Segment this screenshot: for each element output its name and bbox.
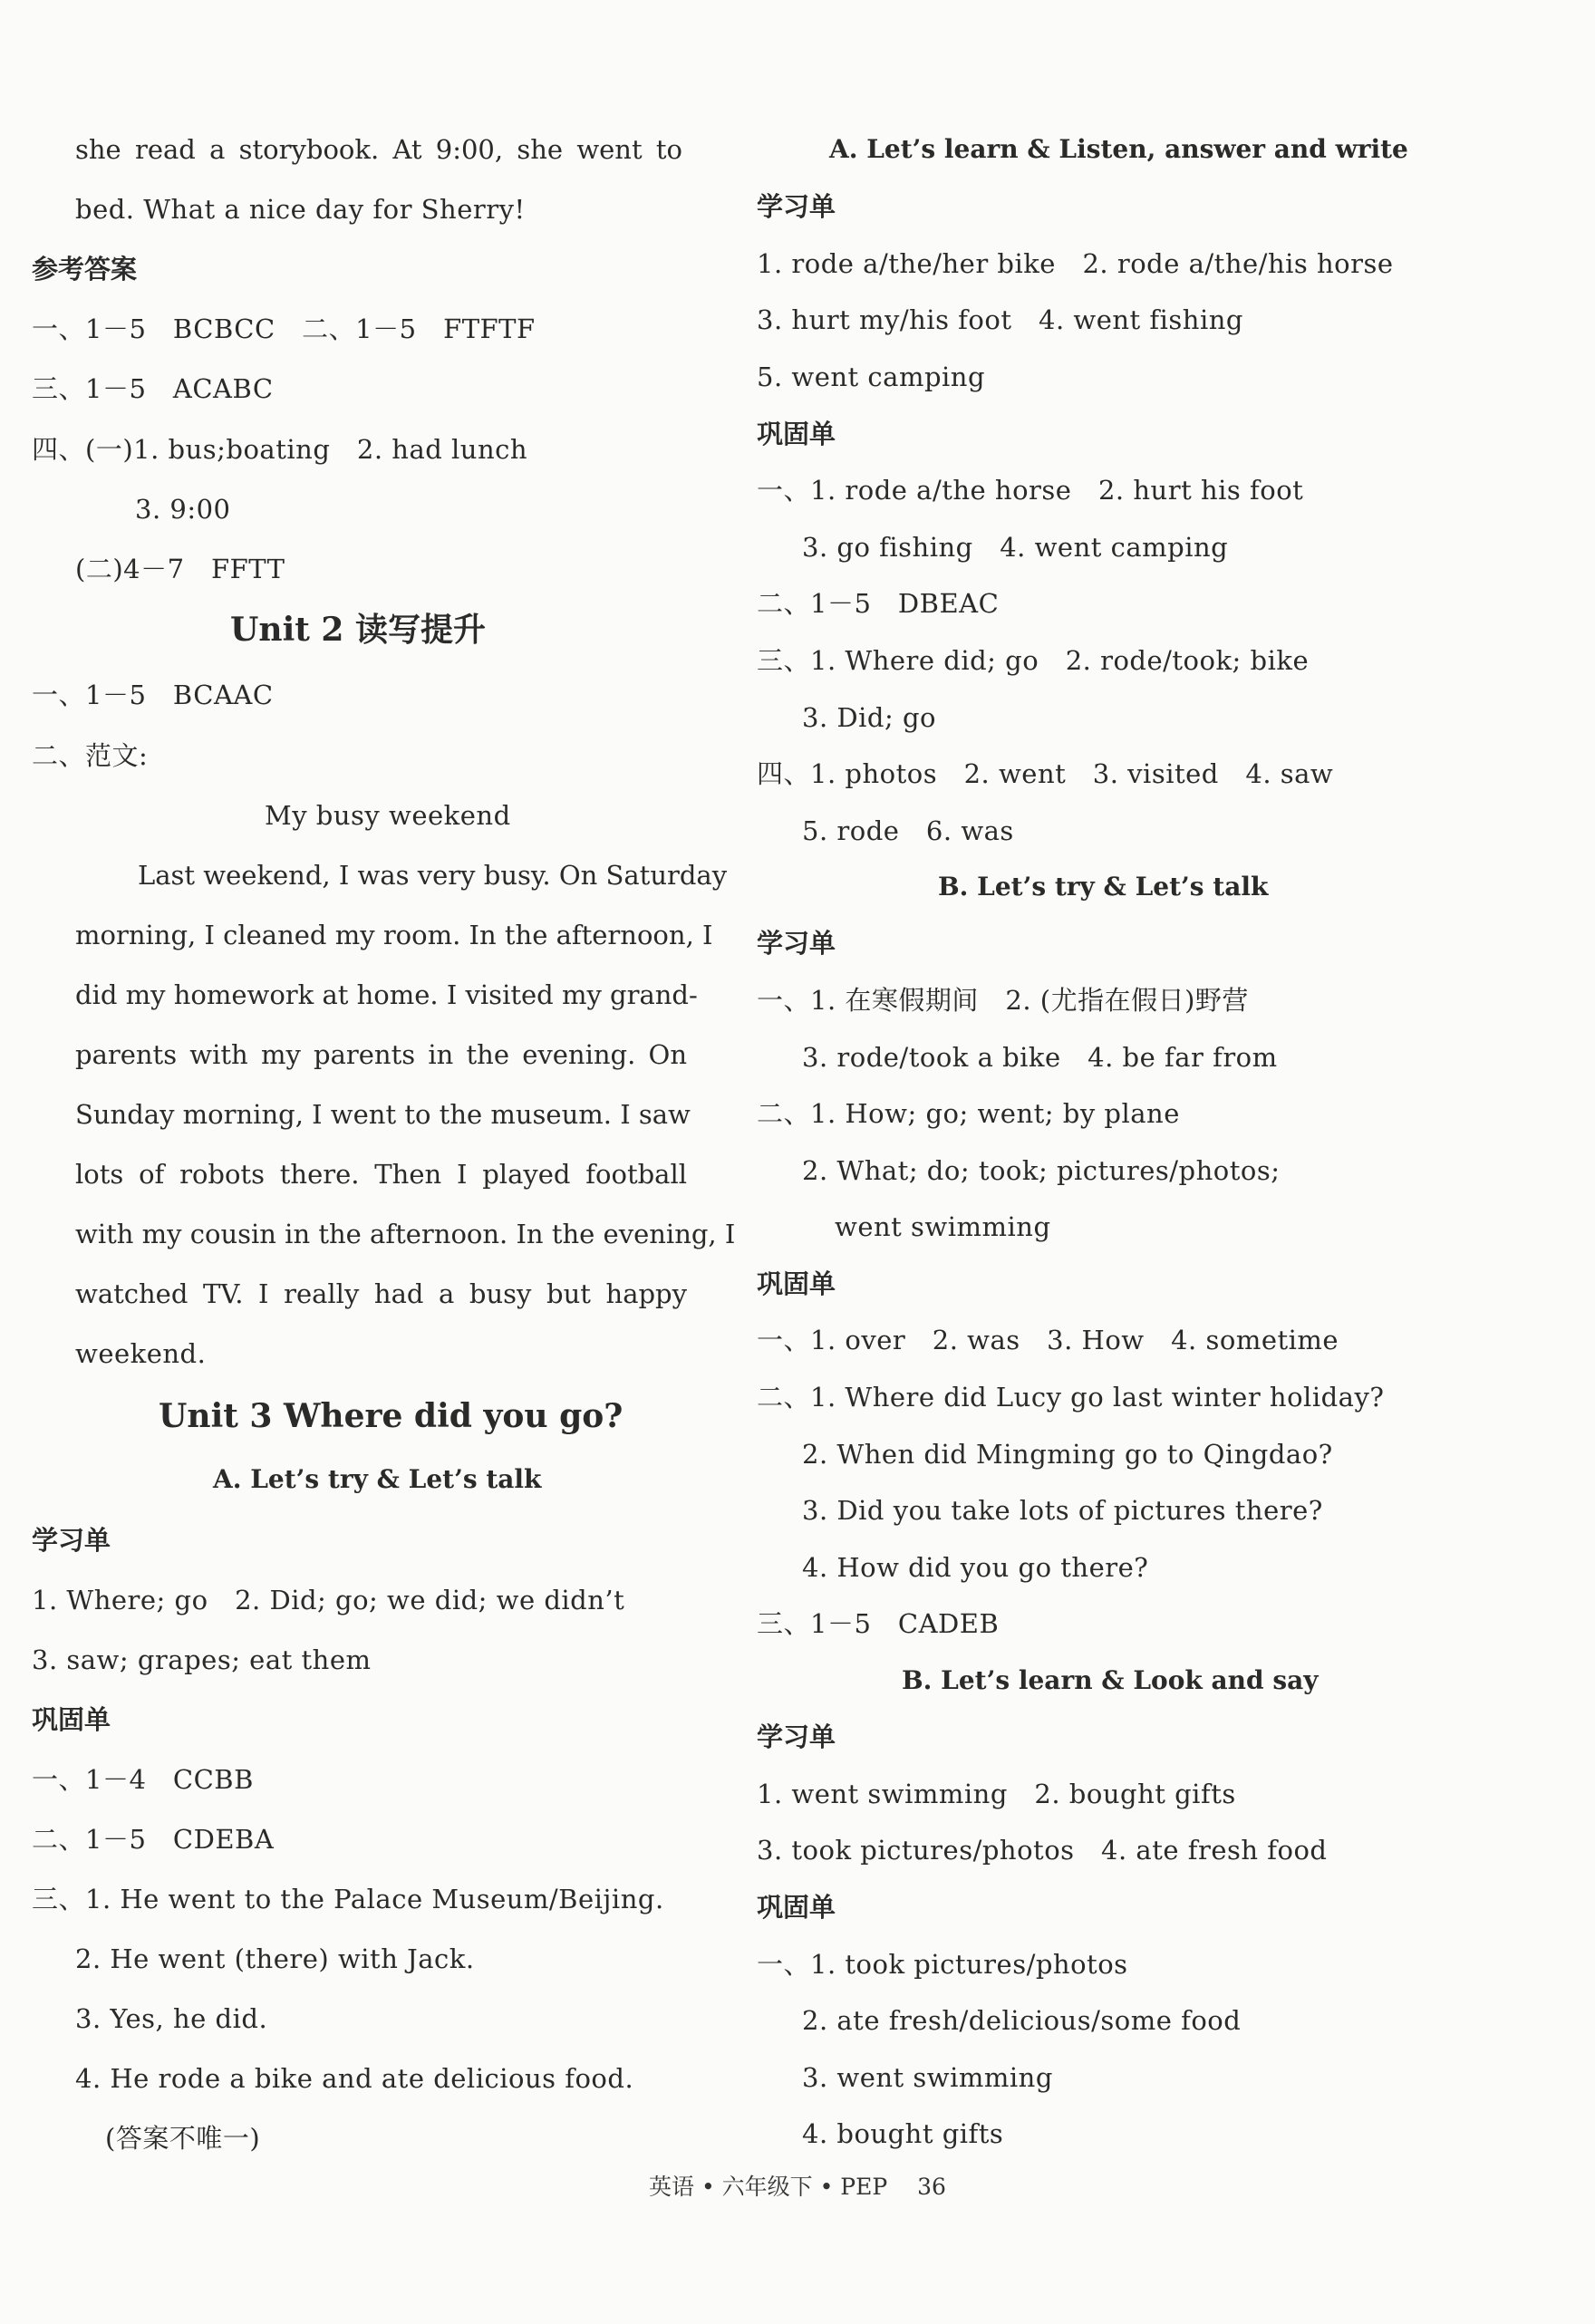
answer-line: 三、1. Where did; go 2. rode/took; bike [757, 645, 1310, 676]
story-line: bed. What a nice day for Sherry! [75, 194, 526, 225]
consolidation-sheet-label: 巩固单 [32, 1704, 111, 1735]
answer-line: 3. hurt my/his foot 4. went fishing [757, 304, 1243, 335]
story-line: she read a storybook. At 9:00, she went to [75, 134, 682, 165]
consolidation-sheet-label: 巩固单 [757, 1268, 836, 1299]
study-sheet-label: 学习单 [757, 191, 836, 222]
answer-line: 二、1. Where did Lucy go last winter holiday? [757, 1382, 1385, 1413]
answer-line: 一、1－5 BCBCC 二、1－5 FTFTF [32, 313, 536, 344]
answer-line: 3. 9:00 [135, 494, 231, 525]
answer-line: 二、1－5 DBEAC [757, 588, 1000, 619]
answer-line: (二)4－7 FFTT [75, 554, 285, 584]
answer-line: 一、1－4 CCBB [32, 1764, 254, 1795]
study-sheet-label: 学习单 [757, 1721, 836, 1752]
section-title: B. Let’s learn & Look and say [902, 1665, 1319, 1695]
answer-line: 3. took pictures/photos 4. ate fresh food [757, 1835, 1328, 1866]
essay-line: lots of robots there. Then I played football [75, 1159, 687, 1190]
essay-line: did my homework at home. I visited my grand- [75, 979, 698, 1010]
answer-line: 2. When did Mingming go to Qingdao? [802, 1439, 1333, 1470]
answer-line: 三、1－5 ACABC [32, 373, 274, 404]
answer-line: 3. saw; grapes; eat them [32, 1644, 372, 1675]
answer-line: 二、范文: [32, 740, 149, 771]
answer-line: 1. went swimming 2. bought gifts [757, 1779, 1236, 1809]
answer-line: 一、1. took pictures/photos [757, 1949, 1128, 1980]
section-title: A. Let’s learn & Listen, answer and write [829, 134, 1408, 164]
answer-line: 2. ate fresh/delicious/some food [802, 2005, 1242, 2036]
answer-line: 三、1－5 CADEB [757, 1608, 1000, 1639]
answer-line: 3. Did; go [802, 702, 936, 733]
answer-line: 2. What; do; took; pictures/photos; [802, 1155, 1281, 1186]
answer-note: (答案不唯一) [105, 2123, 261, 2154]
answer-line: 一、1. 在寒假期间 2. (尤指在假日)野营 [757, 985, 1249, 1016]
answer-line: 二、1. How; go; went; by plane [757, 1098, 1180, 1129]
study-sheet-label: 学习单 [32, 1525, 111, 1556]
answer-line: 3. went swimming [802, 2062, 1053, 2093]
answer-line: 四、1. photos 2. went 3. visited 4. saw [757, 758, 1334, 789]
answer-line: 4. He rode a bike and ate delicious food. [75, 2063, 634, 2094]
answer-line: 5. rode 6. was [802, 815, 1014, 846]
answer-line: 三、1. He went to the Palace Museum/Beijing. [32, 1884, 664, 1914]
reference-answers-label: 参考答案 [32, 254, 138, 284]
essay-line: weekend. [75, 1338, 207, 1369]
essay-line: Sunday morning, I went to the museum. I saw [75, 1099, 691, 1130]
consolidation-sheet-label: 巩固单 [757, 419, 836, 449]
essay-title: My busy weekend [265, 800, 511, 831]
answer-line: 4. How did you go there? [802, 1552, 1149, 1583]
answer-line: went swimming [835, 1211, 1051, 1242]
essay-line: watched TV. I really had a busy but happy [75, 1278, 687, 1309]
study-sheet-label: 学习单 [757, 928, 836, 959]
answer-line: 四、(一)1. bus;boating 2. had lunch [32, 434, 528, 465]
essay-line: parents with my parents in the evening. On [75, 1039, 687, 1070]
answer-line: 二、1－5 CDEBA [32, 1824, 275, 1855]
answer-line: 3. Yes, he did. [75, 2003, 268, 2034]
answer-line: 1. Where; go 2. Did; go; we did; we didn’t [32, 1585, 625, 1615]
answer-line: 一、1. rode a/the horse 2. hurt his foot [757, 475, 1304, 506]
answer-line: 5. went camping [757, 362, 986, 392]
unit3-title: Unit 3 Where did you go? [159, 1397, 624, 1435]
section-title: A. Let’s try & Let’s talk [213, 1464, 542, 1494]
answer-line: 3. go fishing 4. went camping [802, 532, 1229, 563]
unit2-title: Unit 2 读写提升 [230, 611, 486, 649]
essay-line: morning, I cleaned my room. In the afternoon, I [75, 920, 713, 950]
answer-line: 4. bought gifts [802, 2118, 1004, 2149]
essay-line: with my cousin in the afternoon. In the evening, I [75, 1219, 736, 1249]
answer-line: 一、1. over 2. was 3. How 4. sometime [757, 1325, 1339, 1355]
answer-line: 一、1－5 BCAAC [32, 680, 274, 710]
section-title: B. Let’s try & Let’s talk [938, 872, 1269, 902]
answer-line: 1. rode a/the/her bike 2. rode a/the/his horse [757, 248, 1394, 279]
consolidation-sheet-label: 巩固单 [757, 1892, 836, 1923]
answer-line: 2. He went (there) with Jack. [75, 1943, 475, 1974]
essay-line: Last weekend, I was very busy. On Saturday [138, 860, 728, 891]
page-footer: 英语 • 六年级下 • PEP 36 [649, 2174, 946, 2200]
answer-line: 3. rode/took a bike 4. be far from [802, 1042, 1278, 1073]
answer-line: 3. Did you take lots of pictures there? [802, 1495, 1323, 1526]
